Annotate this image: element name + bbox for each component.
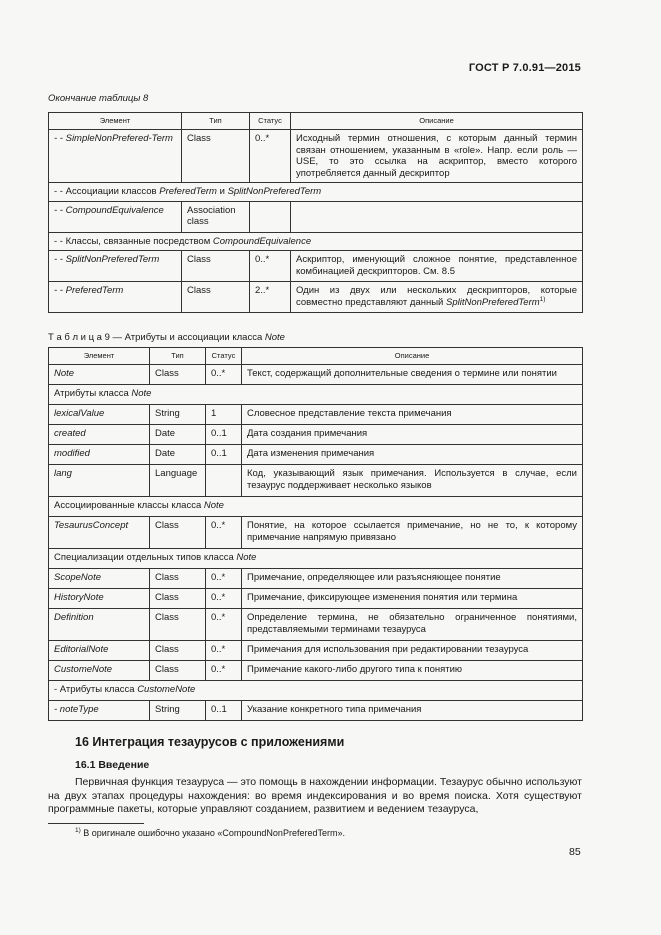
cell-element: HistoryNote [49, 589, 150, 609]
group-prefix: - Атрибуты класса [54, 684, 138, 695]
table-group-row [49, 183, 583, 202]
cell-type: Association class [182, 201, 250, 232]
table-row [49, 517, 583, 549]
table-row [49, 641, 583, 661]
table-group-row [49, 232, 583, 251]
group-label [49, 549, 583, 569]
cell-type: String [150, 405, 206, 425]
cell-description: Указание конкретного типа примечания [242, 701, 583, 721]
cell-description [291, 282, 583, 313]
table-row [49, 405, 583, 425]
cell-status: 0..1 [206, 701, 242, 721]
class-name: PreferedTerm [159, 186, 217, 197]
table-row [49, 251, 583, 282]
class-name: Note [264, 332, 285, 343]
cell-description: Примечание, фиксирующее изменения понятия или термина [242, 589, 583, 609]
class-name: Note [236, 552, 257, 563]
footnote-ref: 1) [539, 295, 546, 303]
table-row [49, 282, 583, 313]
class-name: SplitNonPreferedTerm [446, 296, 540, 308]
table-row [49, 465, 583, 497]
cell-type: Class [182, 251, 250, 282]
cell-type: Class [150, 609, 206, 641]
cell-status: 0..* [206, 641, 242, 661]
cell-type: Class [182, 282, 250, 313]
cell-description [291, 201, 583, 232]
table-group-row [49, 549, 583, 569]
caption-label: Т а б л и ц а 9 [48, 332, 110, 343]
cell-description: Словесное представление текста примечания [242, 405, 583, 425]
table-row [49, 589, 583, 609]
table-row [49, 701, 583, 721]
cell-type: Date [150, 425, 206, 445]
table-row [49, 365, 583, 385]
cell-description: Аскриптор, именующий сложное понятие, представленное комбинацией дескрипторов. См. 8.5 [291, 251, 583, 282]
group-label [49, 497, 583, 517]
table-row [49, 661, 583, 681]
cell-description: Определение термина, не обязательно ограниченное понятиями, представляемыми терминами тезауруса [242, 609, 583, 641]
table-8 [48, 112, 583, 313]
group-prefix: Специализации отдельных типов класса [54, 552, 237, 563]
cell-type: Class [150, 589, 206, 609]
cell-type: String [150, 701, 206, 721]
col-header-type: Тип [182, 113, 250, 130]
col-header-element: Элемент [49, 348, 150, 365]
cell-description: Примечание, определяющее или разъясняющее понятие [242, 569, 583, 589]
cell-element: Note [49, 365, 150, 385]
col-header-status: Статус [206, 348, 242, 365]
cell-type: Class [150, 365, 206, 385]
cell-element: modified [49, 445, 150, 465]
section-title: 16 Интеграция тезаурусов с приложениями [75, 735, 345, 749]
cell-type: Language [150, 465, 206, 497]
cell-element: - noteType [49, 701, 150, 721]
cell-description: Текст, содержащий дополнительные сведения о термине или понятии [242, 365, 583, 385]
cell-element: ScopeNote [49, 569, 150, 589]
cell-status: 0..* [206, 517, 242, 549]
cell-description: Дата создания примечания [242, 425, 583, 445]
subsection-title: 16.1 Введение [75, 759, 150, 771]
cell-status: 2..* [250, 282, 291, 313]
cell-element: lang [49, 465, 150, 497]
cell-status: 0..* [206, 569, 242, 589]
col-header-element: Элемент [49, 113, 182, 130]
cell-element: lexicalValue [49, 405, 150, 425]
desc-text: Один из двух или нескольких дескрипторов, которые совместно представляют данный [296, 285, 577, 308]
cell-description: Примечание какого-либо другого типа к понятию [242, 661, 583, 681]
cell-element: created [49, 425, 150, 445]
group-prefix: Атрибуты класса [54, 388, 132, 399]
table-row [49, 130, 583, 183]
col-header-description: Описание [242, 348, 583, 365]
table9-caption [48, 332, 285, 343]
page-number: 85 [569, 846, 581, 858]
group-label [49, 385, 583, 405]
caption-text: — Атрибуты и ассоциации класса [109, 332, 265, 343]
cell-element: CustomeNote [49, 661, 150, 681]
cell-status: 0..* [206, 589, 242, 609]
table-group-row [49, 385, 583, 405]
cell-status [250, 201, 291, 232]
table-row [49, 201, 583, 232]
footnote-mark: 1) [75, 827, 81, 834]
cell-element: - - SimpleNonPrefered-Term [49, 130, 182, 183]
cell-element: - - PreferedTerm [49, 282, 182, 313]
cell-status: 1 [206, 405, 242, 425]
table-row [49, 445, 583, 465]
table-row [49, 569, 583, 589]
cell-status [206, 465, 242, 497]
cell-element: - - SplitNonPreferedTerm [49, 251, 182, 282]
cell-description: Понятие, на которое ссылается примечание, но не то, к которому примечание напрямую привязано [242, 517, 583, 549]
cell-status: 0..* [206, 661, 242, 681]
cell-status: 0..* [206, 365, 242, 385]
cell-status: 0..1 [206, 445, 242, 465]
cell-type: Class [150, 661, 206, 681]
table-row [49, 425, 583, 445]
table-group-row [49, 681, 583, 701]
class-name: CompoundEquivalence [212, 235, 312, 247]
group-mid: и [216, 186, 228, 197]
cell-type: Class [150, 641, 206, 661]
col-header-status: Статус [250, 113, 291, 130]
body-paragraph: Первичная функция тезауруса — это помощь в нахождении информации. Тезаурус обычно используют на двух этапах процедуры нахождения: во время индексирования и во время поиска. Хотя существуют программные пакеты, которые управляют созданием, развитием и ведением тезауруса, [48, 776, 582, 815]
cell-element: Definition [49, 609, 150, 641]
group-label [49, 681, 583, 701]
cell-type: Class [150, 517, 206, 549]
cell-description: Дата изменения примечания [242, 445, 583, 465]
col-header-type: Тип [150, 348, 206, 365]
cell-description: Исходный термин отношения, с которым данный термин связан отношением, указанным в «role». Напр. если роль — USE, то это ссылка на аскриптор, вместо которого употребляется данный дескриптор [291, 130, 583, 183]
cell-status: 0..1 [206, 425, 242, 445]
cell-element: TesaurusConcept [49, 517, 150, 549]
footnote-text: В оригинале ошибочно указано «CompoundNonPreferedTerm». [80, 828, 345, 838]
group-label [49, 232, 583, 251]
cell-description: Код, указывающий язык примечания. Используется в случае, если тезаурус поддерживает несколько языков [242, 465, 583, 497]
table-9 [48, 347, 583, 721]
table-group-row [49, 497, 583, 517]
class-name: Note [203, 500, 224, 511]
cell-element: EditorialNote [49, 641, 150, 661]
group-prefix: - - Ассоциации классов [54, 186, 160, 197]
document-header: ГОСТ Р 7.0.91—2015 [468, 62, 581, 74]
class-name: CustomeNote [137, 684, 196, 695]
table8-caption: Окончание таблицы 8 [48, 93, 149, 104]
group-prefix: Ассоциированные классы класса [54, 500, 204, 511]
footnote-divider [48, 823, 144, 824]
cell-description: Примечания для использования при редактировании тезауруса [242, 641, 583, 661]
group-prefix: - - Классы, связанные посредством [54, 235, 213, 247]
cell-status: 0..* [206, 609, 242, 641]
cell-type: Class [182, 130, 250, 183]
cell-element: - - CompoundEquivalence [49, 201, 182, 232]
class-name: Note [131, 388, 152, 399]
table-header-row [49, 113, 583, 130]
class-name: SplitNonPreferedTerm [227, 186, 322, 197]
group-label [49, 183, 583, 202]
cell-status: 0..* [250, 251, 291, 282]
footnote [75, 828, 345, 838]
table-row [49, 609, 583, 641]
table-header-row [49, 348, 583, 365]
cell-status: 0..* [250, 130, 291, 183]
cell-type: Class [150, 569, 206, 589]
col-header-description: Описание [291, 113, 583, 130]
cell-type: Date [150, 445, 206, 465]
